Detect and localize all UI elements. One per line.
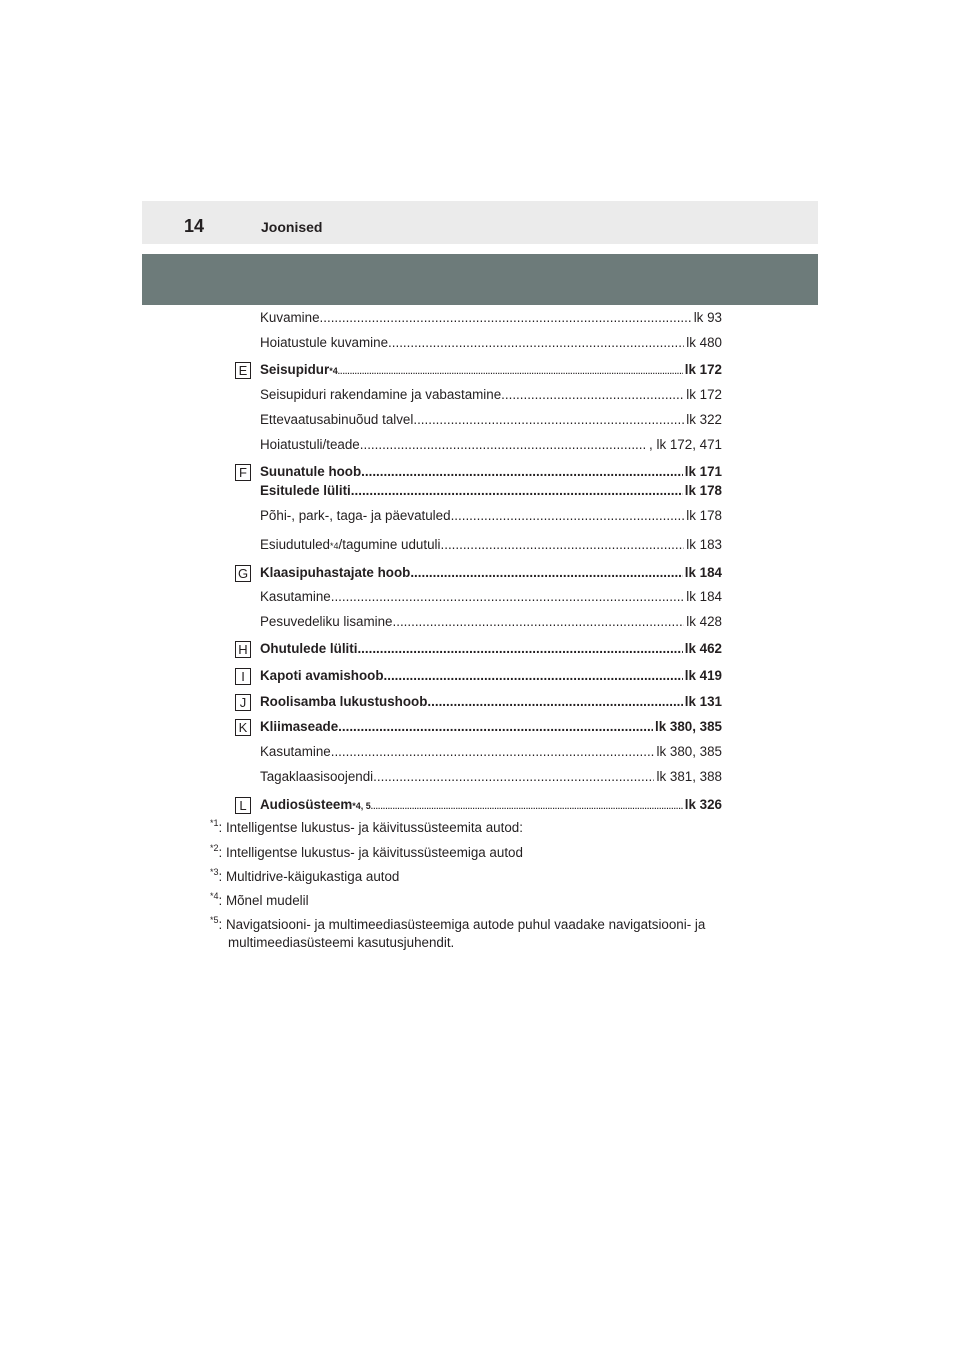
page-number: 14 — [184, 216, 205, 236]
entry-page: , lk 172, 471 — [649, 437, 722, 452]
toc-entry[interactable]: Esiudutuled *4 /tagumine udutuli ..... lk 183 — [260, 537, 722, 557]
entry-page: lk 178 — [684, 483, 722, 498]
entry-page: lk 131 — [684, 694, 722, 709]
toc-entry-audiosusteem[interactable]: Audiosüsteem *4, 5 ..... lk 326 — [260, 797, 722, 817]
entry-text: Esiudutuled — [260, 537, 330, 552]
entry-page: lk 419 — [684, 668, 722, 683]
footnote-2 — [210, 844, 770, 862]
toc-entry[interactable] — [260, 769, 722, 789]
toc-entry[interactable] — [260, 744, 722, 764]
footnote-mark: *5 — [210, 915, 219, 925]
toc-entry-klaasipuhastajate-hoob[interactable] — [260, 565, 722, 585]
footnote-text: : Navigatsiooni- ja multimeediasüsteemiga autode puhul vaadake navigatsiooni- ja — [218, 917, 706, 932]
entry-text: Suunatule hoob — [260, 464, 362, 479]
toc-entry[interactable] — [260, 387, 722, 407]
footnote-text: : Intelligentse lukustus- ja käivitussüsteemita autod: — [218, 820, 523, 835]
entry-text: Hoiatustule kuvamine — [260, 335, 389, 350]
footnote-text: : Mõnel mudelil — [218, 893, 309, 908]
entry-text-after: /tagumine udutuli — [338, 537, 441, 552]
entry-page: lk 380, 385 — [654, 719, 722, 734]
entry-text: Kliimaseade — [260, 719, 339, 734]
entry-text: Roolisamba lukustushoob — [260, 694, 428, 709]
section-banner — [142, 254, 818, 305]
entry-page: lk 322 — [686, 412, 722, 427]
footnote-mark: *3 — [210, 867, 219, 877]
page-header — [142, 201, 818, 244]
entry-page: lk 184 — [684, 565, 722, 580]
letter-marker-e: E — [235, 362, 251, 379]
toc-entry[interactable] — [260, 508, 722, 528]
entry-page: lk 172 — [686, 387, 722, 402]
entry-text: Seisupidur — [260, 362, 330, 377]
entry-text: Hoiatustuli/teade — [260, 437, 360, 452]
toc-entry[interactable] — [260, 412, 722, 432]
toc-entry-ohutulede-luliti[interactable] — [260, 641, 722, 661]
entry-text: Audiosüsteem — [260, 797, 353, 812]
entry-page: lk 480 — [686, 335, 722, 350]
footnote-5 — [210, 916, 770, 934]
letter-marker-j: J — [235, 694, 251, 711]
entry-page: lk 93 — [693, 310, 722, 325]
letter-marker-h: H — [235, 641, 251, 658]
toc-entry-kliimaseade[interactable] — [260, 719, 722, 739]
entry-page: lk 381, 388 — [656, 769, 722, 784]
entry-text: Kasutamine — [260, 744, 331, 759]
entry-text: Seisupiduri rakendamine ja vabastamine — [260, 387, 502, 402]
entry-page: lk 184 — [686, 589, 722, 604]
entry-page: lk 183 — [686, 537, 722, 552]
entry-text: Esitulede lüliti — [260, 483, 351, 498]
entry-page: lk 380, 385 — [656, 744, 722, 759]
entry-text: Tagaklaasisoojendi — [260, 769, 374, 784]
toc-entry[interactable] — [260, 589, 722, 609]
toc-entry-seisupidur[interactable]: Seisupidur *4 ..... lk 172 — [260, 362, 722, 382]
footnote-mark: *1 — [210, 818, 219, 828]
footnote-mark: *4 — [210, 891, 219, 901]
toc-entry[interactable] — [260, 310, 722, 330]
entry-text: Kasutamine — [260, 589, 331, 604]
entry-page: lk 178 — [686, 508, 722, 523]
toc-entry-kapoti-avamishoob[interactable] — [260, 668, 722, 688]
entry-text: Klaasipuhastajate hoob — [260, 565, 411, 580]
letter-marker-i: I — [235, 668, 251, 685]
entry-text: Ettevaatusabinuõud talvel — [260, 412, 414, 427]
toc-entry[interactable] — [260, 335, 722, 355]
entry-text: Ohutulede lüliti — [260, 641, 358, 656]
toc-entry-roolisamba-lukustushoob[interactable] — [260, 694, 722, 714]
entry-text: Kuvamine — [260, 310, 320, 325]
section-title: Joonised — [261, 219, 323, 235]
entry-page: lk 428 — [686, 614, 722, 629]
entry-page: lk 172 — [684, 362, 722, 377]
toc-entry[interactable] — [260, 437, 722, 457]
letter-marker-k: K — [235, 719, 251, 736]
letter-marker-g: G — [235, 565, 251, 582]
entry-text: Pesuvedeliku lisamine — [260, 614, 393, 629]
letter-marker-l: L — [235, 797, 251, 814]
footnote-1 — [210, 819, 770, 837]
footnote-5-continuation: multimeediasüsteemi kasutusjuhendit. — [228, 935, 455, 950]
entry-page: lk 171 — [684, 464, 722, 479]
entry-page: lk 462 — [684, 641, 722, 656]
footnote-text: : Multidrive-käigukastiga autod — [218, 869, 400, 884]
entry-page: lk 326 — [684, 797, 722, 812]
footnote-text: : Intelligentse lukustus- ja käivitussüsteemiga autod — [218, 845, 523, 860]
footnote-mark: *2 — [210, 843, 219, 853]
entry-text: Kapoti avamishoob — [260, 668, 384, 683]
footnote-4 — [210, 892, 770, 910]
toc-entry-esitulede-luliti[interactable] — [260, 483, 722, 503]
footnote-3 — [210, 868, 770, 886]
toc-entry[interactable] — [260, 614, 722, 634]
entry-text: Põhi-, park-, taga- ja päevatuled — [260, 508, 451, 523]
letter-marker-f: F — [235, 464, 251, 481]
toc-entry-suunatule-hoob[interactable] — [260, 464, 722, 484]
